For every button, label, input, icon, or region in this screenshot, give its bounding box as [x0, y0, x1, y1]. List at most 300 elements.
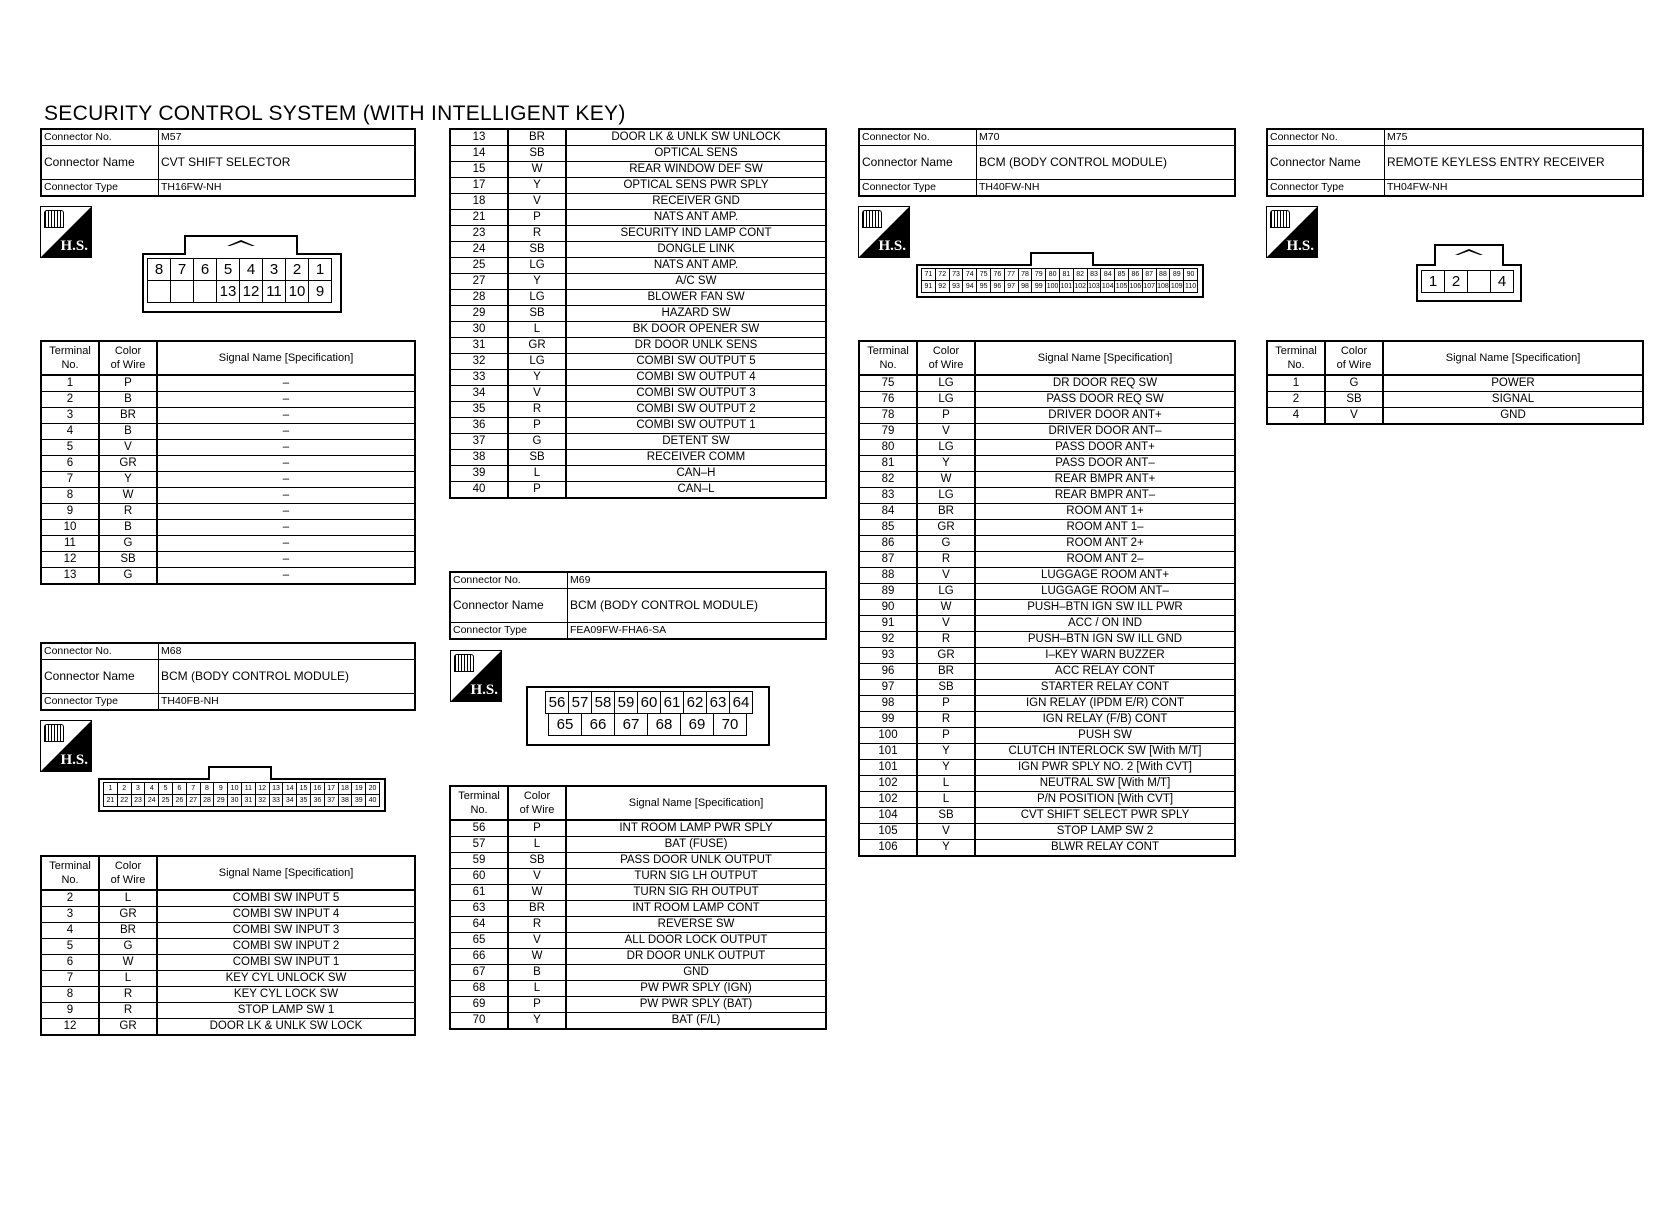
- connector-no-value: M70: [977, 129, 1236, 146]
- table-row: [1267, 375, 1643, 392]
- table-row: [859, 712, 1235, 728]
- table-row: [859, 520, 1235, 536]
- wire-color-cell: LG: [508, 354, 566, 370]
- signal-name-cell: COMBI SW INPUT 3: [157, 923, 415, 939]
- connector-pin-cell: 1: [103, 782, 118, 795]
- wire-color-cell: V: [508, 386, 566, 402]
- signal-name-cell: PW PWR SPLY (BAT): [566, 997, 826, 1013]
- terminal-no-cell: 70: [450, 1013, 508, 1030]
- wire-color-cell: LG: [917, 440, 975, 456]
- table-row: [450, 885, 826, 901]
- wire-color-cell: BR: [917, 664, 975, 680]
- connector-pin-cell: 87: [1142, 268, 1157, 281]
- table-row: [450, 402, 826, 418]
- connector-pin-cell: 79: [1031, 268, 1046, 281]
- signal-name-cell: NATS ANT AMP.: [566, 210, 826, 226]
- connector-pin-cell: 74: [962, 268, 977, 281]
- signal-name-cell: BAT (F/L): [566, 1013, 826, 1030]
- wire-color-cell: W: [917, 472, 975, 488]
- connector-pin-cell: 85: [1114, 268, 1129, 281]
- signal-name-cell: COMBI SW OUTPUT 5: [566, 354, 826, 370]
- table-row: [859, 840, 1235, 857]
- terminal-no-cell: 37: [450, 434, 508, 450]
- signal-name-cell: DRIVER DOOR ANT+: [975, 408, 1235, 424]
- terminal-no-cell: 81: [859, 456, 917, 472]
- signal-name-cell: SECURITY IND LAMP CONT: [566, 226, 826, 242]
- table-row: [450, 949, 826, 965]
- terminal-no-cell: 32: [450, 354, 508, 370]
- connector-no-value: M69: [568, 572, 827, 589]
- wire-color-cell: G: [508, 434, 566, 450]
- table-row: [859, 616, 1235, 632]
- terminal-no-cell: 3: [41, 907, 99, 923]
- wire-color-cell: G: [99, 939, 157, 955]
- terminal-no-cell: 1: [41, 375, 99, 392]
- terminal-no-cell: 40: [450, 482, 508, 499]
- terminal-no-cell: 85: [859, 520, 917, 536]
- wire-color-cell: BR: [508, 901, 566, 917]
- terminal-no-cell: 67: [450, 965, 508, 981]
- wire-color-cell: GR: [508, 338, 566, 354]
- table-row: [41, 424, 415, 440]
- table-row: [450, 338, 826, 354]
- terminal-no-cell: 63: [450, 901, 508, 917]
- terminal-no-cell: 96: [859, 664, 917, 680]
- wire-color-cell: R: [99, 987, 157, 1003]
- terminal-no-cell: 9: [41, 1003, 99, 1019]
- connector-pin-cell: 106: [1128, 280, 1143, 293]
- connector-pin-cell: 11: [241, 782, 256, 795]
- terminal-no-cell: 25: [450, 258, 508, 274]
- connector-pin-cell: 37: [324, 794, 339, 807]
- terminal-no-cell: 93: [859, 648, 917, 664]
- connector-pin-cell: 3: [131, 782, 146, 795]
- hs-icon: H.S.: [858, 206, 910, 258]
- connector-pin-cell: 5: [216, 258, 240, 281]
- label-connector-name: Connector Name: [41, 146, 159, 180]
- terminal-no-cell: 1: [1267, 375, 1325, 392]
- signal-name-cell: –: [157, 408, 415, 424]
- connector-pin-cell: 83: [1087, 268, 1102, 281]
- connector-pin-cell: 16: [310, 782, 325, 795]
- table-row: [859, 744, 1235, 760]
- table-row: [859, 408, 1235, 424]
- wire-color-cell: B: [508, 965, 566, 981]
- table-row: [450, 354, 826, 370]
- signal-name-cell: COMBI SW INPUT 4: [157, 907, 415, 923]
- table-row: [859, 392, 1235, 408]
- connector-pin-cell: 103: [1087, 280, 1102, 293]
- signal-name-cell: ROOM ANT 1+: [975, 504, 1235, 520]
- signal-name-cell: RECEIVER COMM: [566, 450, 826, 466]
- signal-name-cell: COMBI SW INPUT 2: [157, 939, 415, 955]
- table-row: [450, 869, 826, 885]
- table-row: [41, 939, 415, 955]
- terminal-no-cell: 68: [450, 981, 508, 997]
- hs-icon: H.S.: [450, 650, 502, 702]
- terminal-no-cell: 99: [859, 712, 917, 728]
- wire-color-cell: G: [99, 536, 157, 552]
- wire-color-cell: Y: [917, 456, 975, 472]
- terminal-no-cell: 4: [41, 424, 99, 440]
- terminal-no-cell: 2: [41, 392, 99, 408]
- table-row: [450, 194, 826, 210]
- signal-name-cell: COMBI SW INPUT 5: [157, 890, 415, 907]
- terminal-no-cell: 4: [41, 923, 99, 939]
- table-row: [41, 488, 415, 504]
- connector-pin-cell: 96: [990, 280, 1005, 293]
- table-row: [450, 997, 826, 1013]
- connector-pin-cell: 78: [1018, 268, 1033, 281]
- connector-face-m75: [1416, 264, 1522, 302]
- table-row: [450, 917, 826, 933]
- wire-color-cell: SB: [508, 853, 566, 869]
- table-row: [41, 408, 415, 424]
- signal-name-cell: –: [157, 520, 415, 536]
- terminal-no-cell: 56: [450, 820, 508, 837]
- signal-name-cell: ROOM ANT 2+: [975, 536, 1235, 552]
- wire-color-cell: GR: [99, 907, 157, 923]
- wire-color-cell: SB: [917, 680, 975, 696]
- signal-name-cell: –: [157, 392, 415, 408]
- wire-color-cell: L: [508, 322, 566, 338]
- table-row: [450, 820, 826, 837]
- table-row: [859, 568, 1235, 584]
- connector-pin-cell: 72: [935, 268, 950, 281]
- table-row: [41, 392, 415, 408]
- connector-type-value: TH40FB-NH: [159, 694, 416, 711]
- wire-color-cell: Y: [917, 760, 975, 776]
- label-connector-type: Connector Type: [1267, 180, 1385, 197]
- connector-pin-cell: 89: [1169, 268, 1184, 281]
- connector-pin-cell: 9: [308, 280, 332, 303]
- signal-name-cell: –: [157, 440, 415, 456]
- hs-icon: H.S.: [40, 206, 92, 258]
- connector-pin-cell: 105: [1114, 280, 1129, 293]
- label-connector-type: Connector Type: [41, 694, 159, 711]
- terminal-no-cell: 14: [450, 146, 508, 162]
- connector-pin-cell: 86: [1128, 268, 1143, 281]
- terminal-no-cell: 82: [859, 472, 917, 488]
- terminal-no-cell: 92: [859, 632, 917, 648]
- table-row: [859, 456, 1235, 472]
- hs-icon: H.S.: [40, 720, 92, 772]
- table-row: [41, 504, 415, 520]
- connector-info-m69: [449, 571, 827, 640]
- table-row: [859, 680, 1235, 696]
- connector-pin-cell: 12: [239, 280, 263, 303]
- terminal-no-cell: 12: [41, 1019, 99, 1036]
- connector-pin-cell: 34: [282, 794, 297, 807]
- label-connector-name: Connector Name: [1267, 146, 1385, 180]
- terminal-no-cell: 7: [41, 472, 99, 488]
- connector-name-value: BCM (BODY CONTROL MODULE): [568, 589, 827, 623]
- wire-color-cell: W: [508, 949, 566, 965]
- wire-color-cell: Y: [508, 1013, 566, 1030]
- signal-name-cell: ROOM ANT 1–: [975, 520, 1235, 536]
- wire-color-cell: BR: [917, 504, 975, 520]
- terminal-no-cell: 3: [41, 408, 99, 424]
- connector-pin-cell: 67: [614, 713, 648, 736]
- terminal-no-cell: 13: [450, 129, 508, 146]
- terminal-no-cell: 11: [41, 536, 99, 552]
- signal-name-cell: PW PWR SPLY (IGN): [566, 981, 826, 997]
- connector-pin-cell: 57: [568, 691, 592, 714]
- signal-name-cell: POWER: [1383, 375, 1643, 392]
- signal-name-cell: COMBI SW OUTPUT 4: [566, 370, 826, 386]
- connector-pin-cell: 84: [1100, 268, 1115, 281]
- signal-name-cell: STOP LAMP SW 1: [157, 1003, 415, 1019]
- connector-pin-cell: 6: [193, 258, 217, 281]
- header-color: Color of Wire: [508, 786, 566, 820]
- wire-color-cell: L: [917, 792, 975, 808]
- connector-no-value: M68: [159, 643, 416, 660]
- table-row: [450, 306, 826, 322]
- wire-color-cell: P: [508, 418, 566, 434]
- terminal-no-cell: 101: [859, 760, 917, 776]
- wire-color-cell: Y: [917, 840, 975, 857]
- table-row: [859, 632, 1235, 648]
- table-row: [450, 901, 826, 917]
- connector-pin-cell: 69: [680, 713, 714, 736]
- table-row: [859, 552, 1235, 568]
- connector-pin-cell: 39: [351, 794, 366, 807]
- table-row: [450, 370, 826, 386]
- table-row: [859, 424, 1235, 440]
- signal-name-cell: DR DOOR UNLK SENS: [566, 338, 826, 354]
- terminal-no-cell: 76: [859, 392, 917, 408]
- table-row: [41, 1019, 415, 1036]
- signal-name-cell: DRIVER DOOR ANT–: [975, 424, 1235, 440]
- wire-color-cell: V: [508, 933, 566, 949]
- connector-pin-cell: 25: [158, 794, 173, 807]
- table-row: [859, 808, 1235, 824]
- label-connector-no: Connector No.: [450, 572, 568, 589]
- connector-pin-cell: 33: [269, 794, 284, 807]
- terminal-no-cell: 29: [450, 306, 508, 322]
- connector-pin-cell: 19: [351, 782, 366, 795]
- table-row: [859, 584, 1235, 600]
- connector-pin-cell: 97: [1004, 280, 1019, 293]
- wire-color-cell: L: [99, 971, 157, 987]
- wire-color-cell: W: [99, 488, 157, 504]
- signal-name-cell: REAR BMPR ANT–: [975, 488, 1235, 504]
- signal-name-cell: ROOM ANT 2–: [975, 552, 1235, 568]
- signal-name-cell: IGN RELAY (IPDM E/R) CONT: [975, 696, 1235, 712]
- header-color: Color of Wire: [99, 341, 157, 375]
- wire-color-cell: V: [917, 568, 975, 584]
- connector-pin-cell: 40: [365, 794, 380, 807]
- wire-color-cell: Y: [99, 472, 157, 488]
- wire-color-cell: V: [508, 194, 566, 210]
- header-signal: Signal Name [Specification]: [975, 341, 1235, 375]
- signal-name-cell: PASS DOOR REQ SW: [975, 392, 1235, 408]
- wire-color-cell: P: [508, 997, 566, 1013]
- connector-pin-cell: 35: [296, 794, 311, 807]
- table-row: [859, 375, 1235, 392]
- signal-name-cell: PUSH SW: [975, 728, 1235, 744]
- terminal-no-cell: 75: [859, 375, 917, 392]
- connector-pin-cell: 104: [1100, 280, 1115, 293]
- signal-name-cell: REAR WINDOW DEF SW: [566, 162, 826, 178]
- connector-name-value: REMOTE KEYLESS ENTRY RECEIVER: [1385, 146, 1644, 180]
- terminal-no-cell: 30: [450, 322, 508, 338]
- signal-name-cell: –: [157, 552, 415, 568]
- table-row: [41, 456, 415, 472]
- terminal-no-cell: 83: [859, 488, 917, 504]
- pin-table-m75: [1266, 340, 1644, 425]
- table-row: [859, 472, 1235, 488]
- table-row: [859, 600, 1235, 616]
- signal-name-cell: BLOWER FAN SW: [566, 290, 826, 306]
- signal-name-cell: COMBI SW OUTPUT 2: [566, 402, 826, 418]
- connector-pin-cell: 7: [170, 258, 194, 281]
- connector-info-m68: [40, 642, 416, 711]
- wire-color-cell: B: [99, 392, 157, 408]
- hs-icon: H.S.: [1266, 206, 1318, 258]
- terminal-no-cell: 97: [859, 680, 917, 696]
- terminal-no-cell: 88: [859, 568, 917, 584]
- terminal-no-cell: 36: [450, 418, 508, 434]
- connector-face-m57: [142, 253, 342, 313]
- connector-info-m70: [858, 128, 1236, 197]
- connector-name-value: CVT SHIFT SELECTOR: [159, 146, 416, 180]
- header-terminal: Terminal No.: [41, 341, 99, 375]
- table-row: [450, 482, 826, 499]
- signal-name-cell: –: [157, 424, 415, 440]
- header-color: Color of Wire: [917, 341, 975, 375]
- terminal-no-cell: 101: [859, 744, 917, 760]
- wire-color-cell: SB: [508, 306, 566, 322]
- table-row: [859, 440, 1235, 456]
- wire-color-cell: Y: [508, 274, 566, 290]
- connector-pin-cell: 98: [1018, 280, 1033, 293]
- table-row: [450, 162, 826, 178]
- connector-pin-cell: 70: [713, 713, 747, 736]
- signal-name-cell: TURN SIG RH OUTPUT: [566, 885, 826, 901]
- signal-name-cell: COMBI SW OUTPUT 3: [566, 386, 826, 402]
- signal-name-cell: –: [157, 536, 415, 552]
- wire-color-cell: P: [99, 375, 157, 392]
- connector-pin-cell: 68: [647, 713, 681, 736]
- signal-name-cell: REAR BMPR ANT+: [975, 472, 1235, 488]
- connector-pin-cell: 8: [147, 258, 171, 281]
- connector-pin-cell: 110: [1183, 280, 1198, 293]
- wire-color-cell: GR: [99, 1019, 157, 1036]
- table-row: [859, 696, 1235, 712]
- terminal-no-cell: 61: [450, 885, 508, 901]
- wire-color-cell: G: [1325, 375, 1383, 392]
- wire-color-cell: LG: [917, 584, 975, 600]
- signal-name-cell: NEUTRAL SW [With M/T]: [975, 776, 1235, 792]
- connector-pin-cell: 82: [1073, 268, 1088, 281]
- terminal-no-cell: 59: [450, 853, 508, 869]
- terminal-no-cell: 86: [859, 536, 917, 552]
- terminal-no-cell: 4: [1267, 408, 1325, 425]
- connector-pin-cell: 77: [1004, 268, 1019, 281]
- connector-face-m68: [98, 778, 386, 812]
- wire-color-cell: P: [917, 408, 975, 424]
- connector-pin-cell: 5: [158, 782, 173, 795]
- terminal-no-cell: 64: [450, 917, 508, 933]
- wire-color-cell: BR: [99, 923, 157, 939]
- connector-pin-cell: 76: [990, 268, 1005, 281]
- terminal-no-cell: 10: [41, 520, 99, 536]
- header-signal: Signal Name [Specification]: [1383, 341, 1643, 375]
- wire-color-cell: P: [917, 696, 975, 712]
- wire-color-cell: B: [99, 520, 157, 536]
- wire-color-cell: P: [508, 210, 566, 226]
- terminal-no-cell: 21: [450, 210, 508, 226]
- terminal-no-cell: 6: [41, 456, 99, 472]
- label-connector-type: Connector Type: [450, 623, 568, 640]
- wire-color-cell: LG: [508, 258, 566, 274]
- connector-pin-cell: 81: [1059, 268, 1074, 281]
- signal-name-cell: –: [157, 456, 415, 472]
- connector-pin-cell: 31: [241, 794, 256, 807]
- terminal-no-cell: 18: [450, 194, 508, 210]
- connector-info-m57: [40, 128, 416, 197]
- terminal-no-cell: 38: [450, 450, 508, 466]
- connector-pin-cell: 58: [591, 691, 615, 714]
- connector-pin-cell: 64: [729, 691, 753, 714]
- terminal-no-cell: 78: [859, 408, 917, 424]
- signal-name-cell: –: [157, 568, 415, 585]
- terminal-no-cell: 66: [450, 949, 508, 965]
- connector-pin-cell: 94: [962, 280, 977, 293]
- table-row: [859, 728, 1235, 744]
- connector-type-value: TH40FW-NH: [977, 180, 1236, 197]
- connector-pin-cell: 73: [949, 268, 964, 281]
- wire-color-cell: B: [99, 424, 157, 440]
- table-row: [450, 450, 826, 466]
- connector-pin-cell: 4: [239, 258, 263, 281]
- header-color: Color of Wire: [99, 856, 157, 890]
- connector-name-value: BCM (BODY CONTROL MODULE): [977, 146, 1236, 180]
- connector-pin-cell: 29: [213, 794, 228, 807]
- connector-pin-cell: 102: [1073, 280, 1088, 293]
- wire-color-cell: R: [508, 402, 566, 418]
- connector-pin-cell: 1: [1421, 270, 1445, 293]
- pin-table-m57: [40, 340, 416, 585]
- wire-color-cell: W: [99, 955, 157, 971]
- connector-pin-cell: 21: [103, 794, 118, 807]
- connector-pin-cell: 4: [1490, 270, 1514, 293]
- table-row: [450, 386, 826, 402]
- connector-pin-cell: 65: [548, 713, 582, 736]
- label-connector-name: Connector Name: [450, 589, 568, 623]
- wire-color-cell: Y: [917, 744, 975, 760]
- connector-pin-cell: 99: [1031, 280, 1046, 293]
- connector-pin-cell: 2: [1444, 270, 1468, 293]
- signal-name-cell: LUGGAGE ROOM ANT+: [975, 568, 1235, 584]
- signal-name-cell: INT ROOM LAMP CONT: [566, 901, 826, 917]
- signal-name-cell: STOP LAMP SW 2: [975, 824, 1235, 840]
- wire-color-cell: P: [508, 482, 566, 499]
- wire-color-cell: LG: [917, 488, 975, 504]
- table-row: [41, 472, 415, 488]
- terminal-no-cell: 13: [41, 568, 99, 585]
- terminal-no-cell: 79: [859, 424, 917, 440]
- table-row: [41, 520, 415, 536]
- terminal-no-cell: 39: [450, 466, 508, 482]
- table-row: [859, 776, 1235, 792]
- connector-pin-cell: 101: [1059, 280, 1074, 293]
- connector-pin-cell: 91: [921, 280, 936, 293]
- connector-pin-cell: 61: [660, 691, 684, 714]
- table-row: [41, 1003, 415, 1019]
- terminal-no-cell: 5: [41, 939, 99, 955]
